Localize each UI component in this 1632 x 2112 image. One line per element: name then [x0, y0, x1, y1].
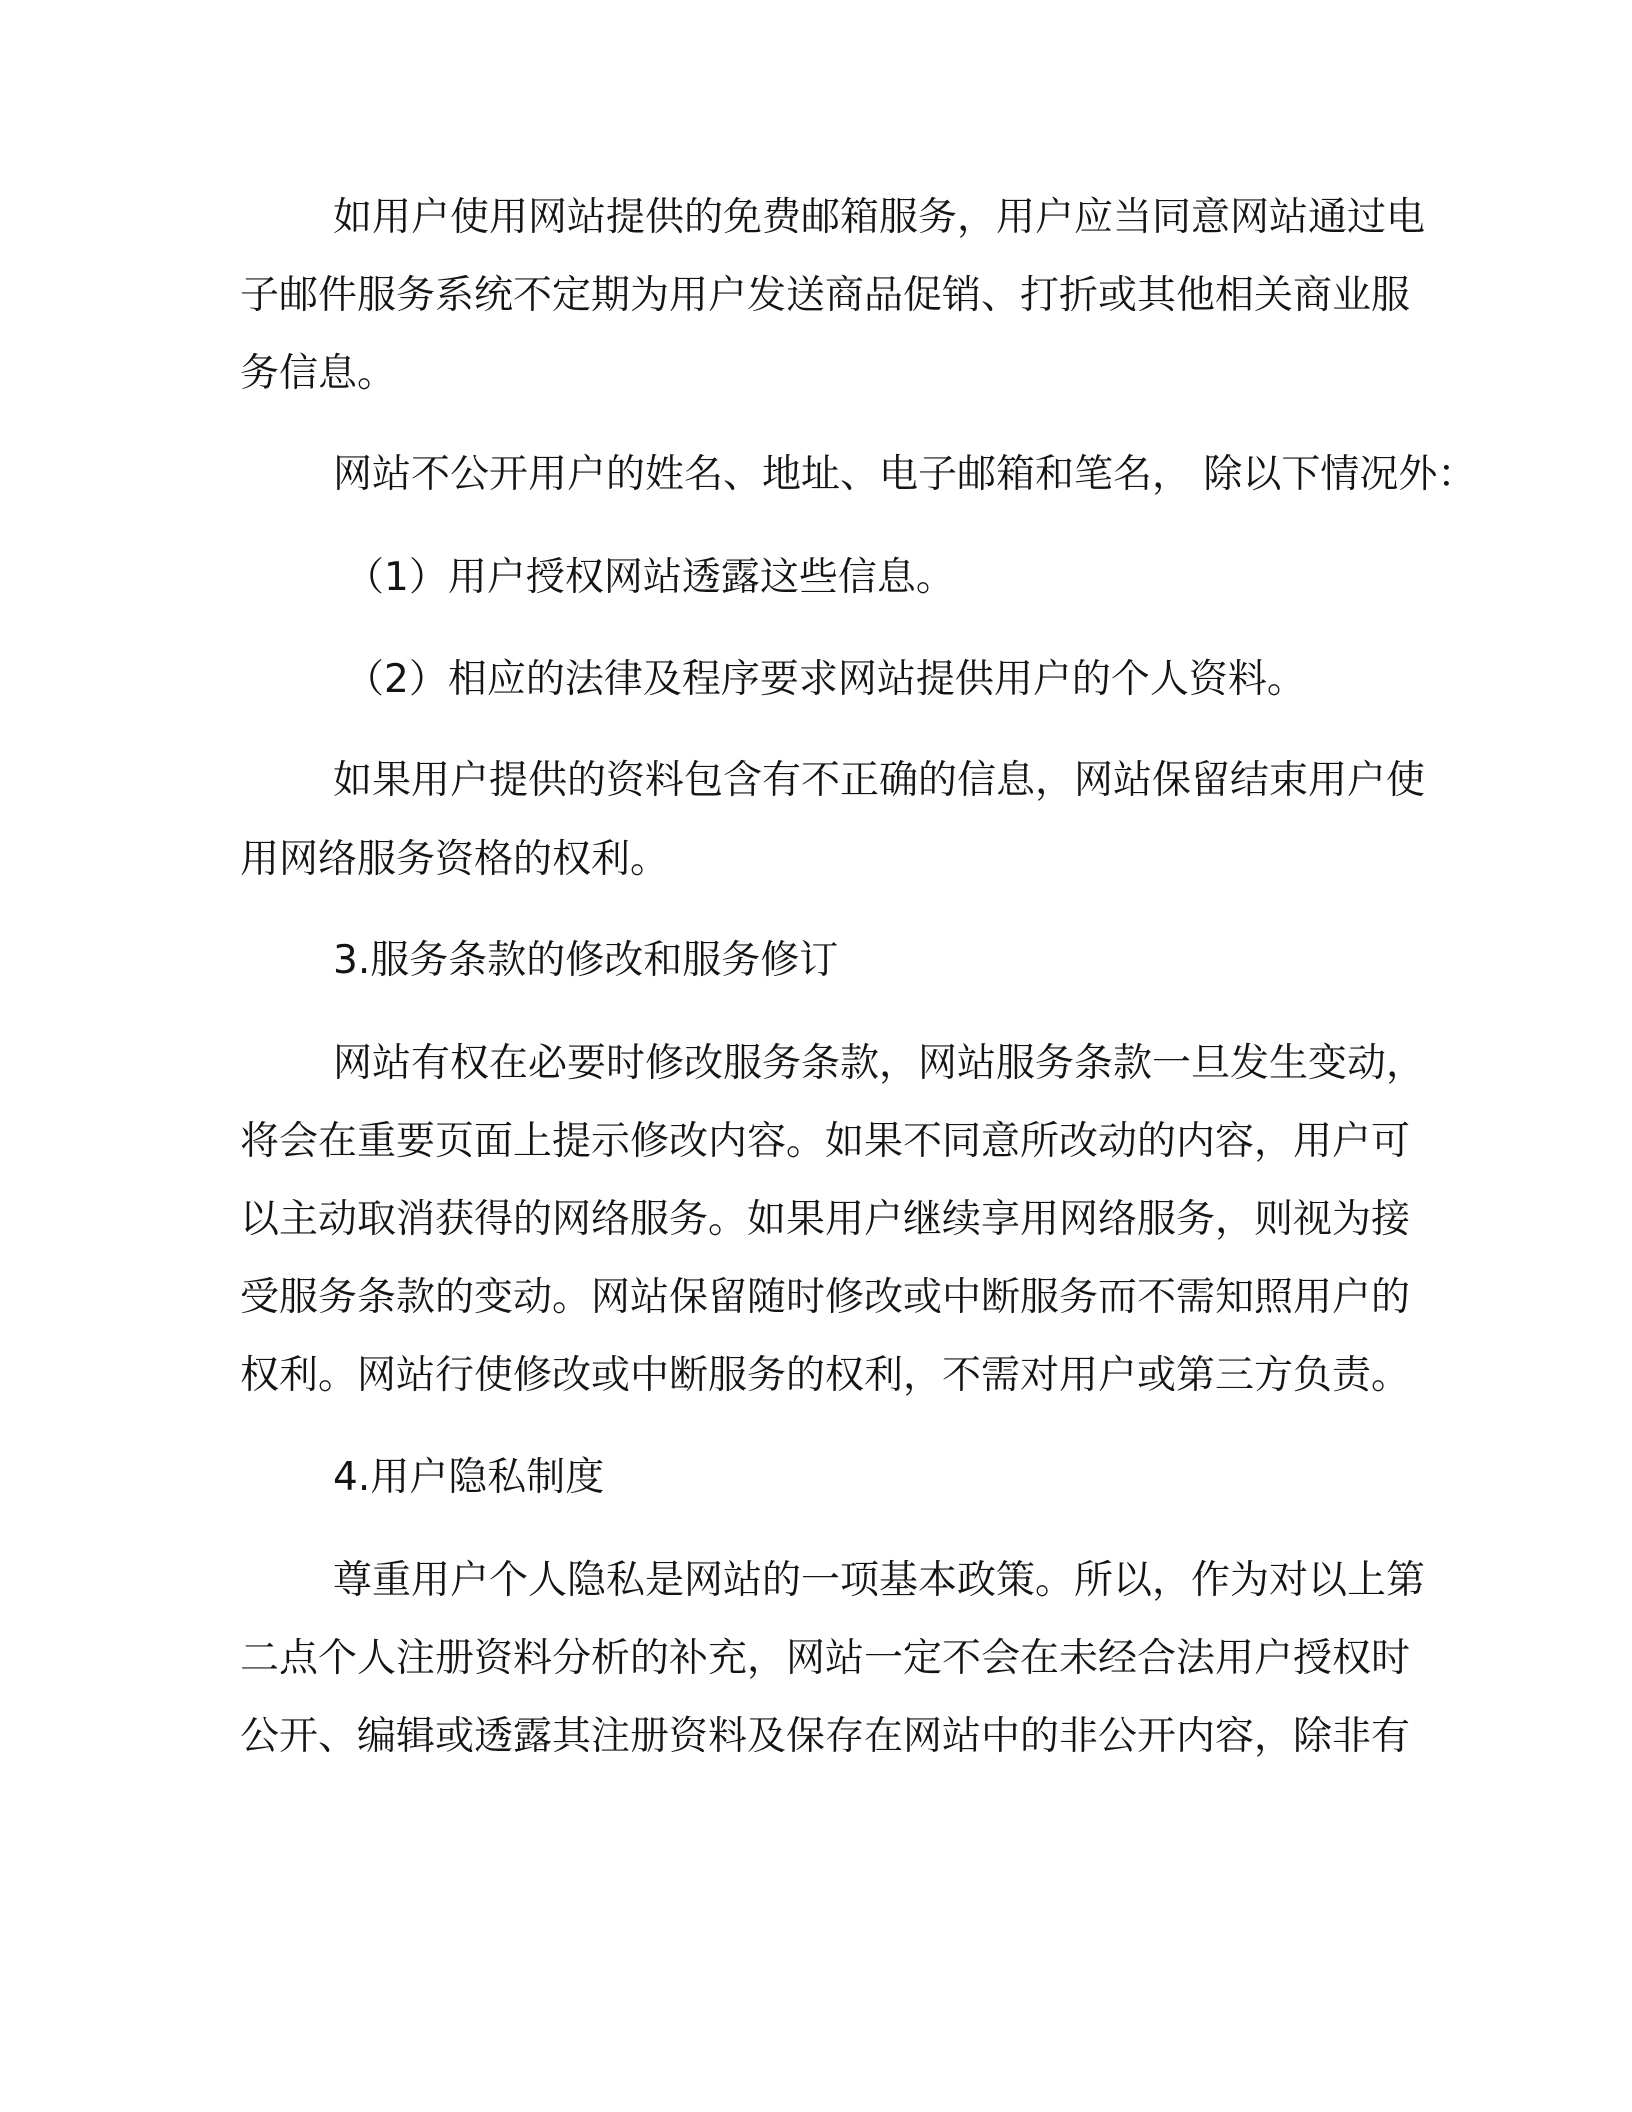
paragraph-line: 用网络服务资格的权利。	[240, 837, 670, 882]
list-item: （2）相应的法律及程序要求网站提供用户的个人资料。	[345, 657, 1306, 702]
paragraph-line: 子邮件服务系统不定期为用户发送商品促销、打折或其他相关商业服	[240, 273, 1411, 318]
paragraph-line: 公开、编辑或透露其注册资料及保存在网站中的非公开内容，除非有	[240, 1714, 1411, 1759]
paragraph-line: 受服务条款的变动。网站保留随时修改或中断服务而不需知照用户的	[240, 1275, 1411, 1320]
section-heading: 3.服务条款的修改和服务修订	[333, 938, 839, 983]
paragraph-line: 权利。网站行使修改或中断服务的权利，不需对用户或第三方负责。	[240, 1353, 1411, 1398]
paragraph-line: 网站有权在必要时修改服务条款，网站服务条款一旦发生变动，	[333, 1041, 1426, 1086]
paragraph-line: 如果用户提供的资料包含有不正确的信息，网站保留结束用户使	[333, 758, 1426, 803]
paragraph-line: 网站不公开用户的姓名、地址、电子邮箱和笔名， 除以下情况外：	[333, 452, 1477, 497]
list-item: （1）用户授权网站透露这些信息。	[345, 555, 955, 600]
section-heading: 4.用户隐私制度	[333, 1455, 605, 1500]
paragraph-line: 尊重用户个人隐私是网站的一项基本政策。所以，作为对以上第	[333, 1558, 1426, 1603]
paragraph-line: 将会在重要页面上提示修改内容。如果不同意所改动的内容，用户可	[240, 1119, 1411, 1164]
paragraph-line: 务信息。	[240, 351, 397, 396]
paragraph-line: 二点个人注册资料分析的补充，网站一定不会在未经合法用户授权时	[240, 1636, 1411, 1681]
paragraph-line: 如用户使用网站提供的免费邮箱服务，用户应当同意网站通过电	[333, 195, 1426, 240]
paragraph-line: 以主动取消获得的网络服务。如果用户继续享用网络服务，则视为接	[240, 1197, 1411, 1242]
